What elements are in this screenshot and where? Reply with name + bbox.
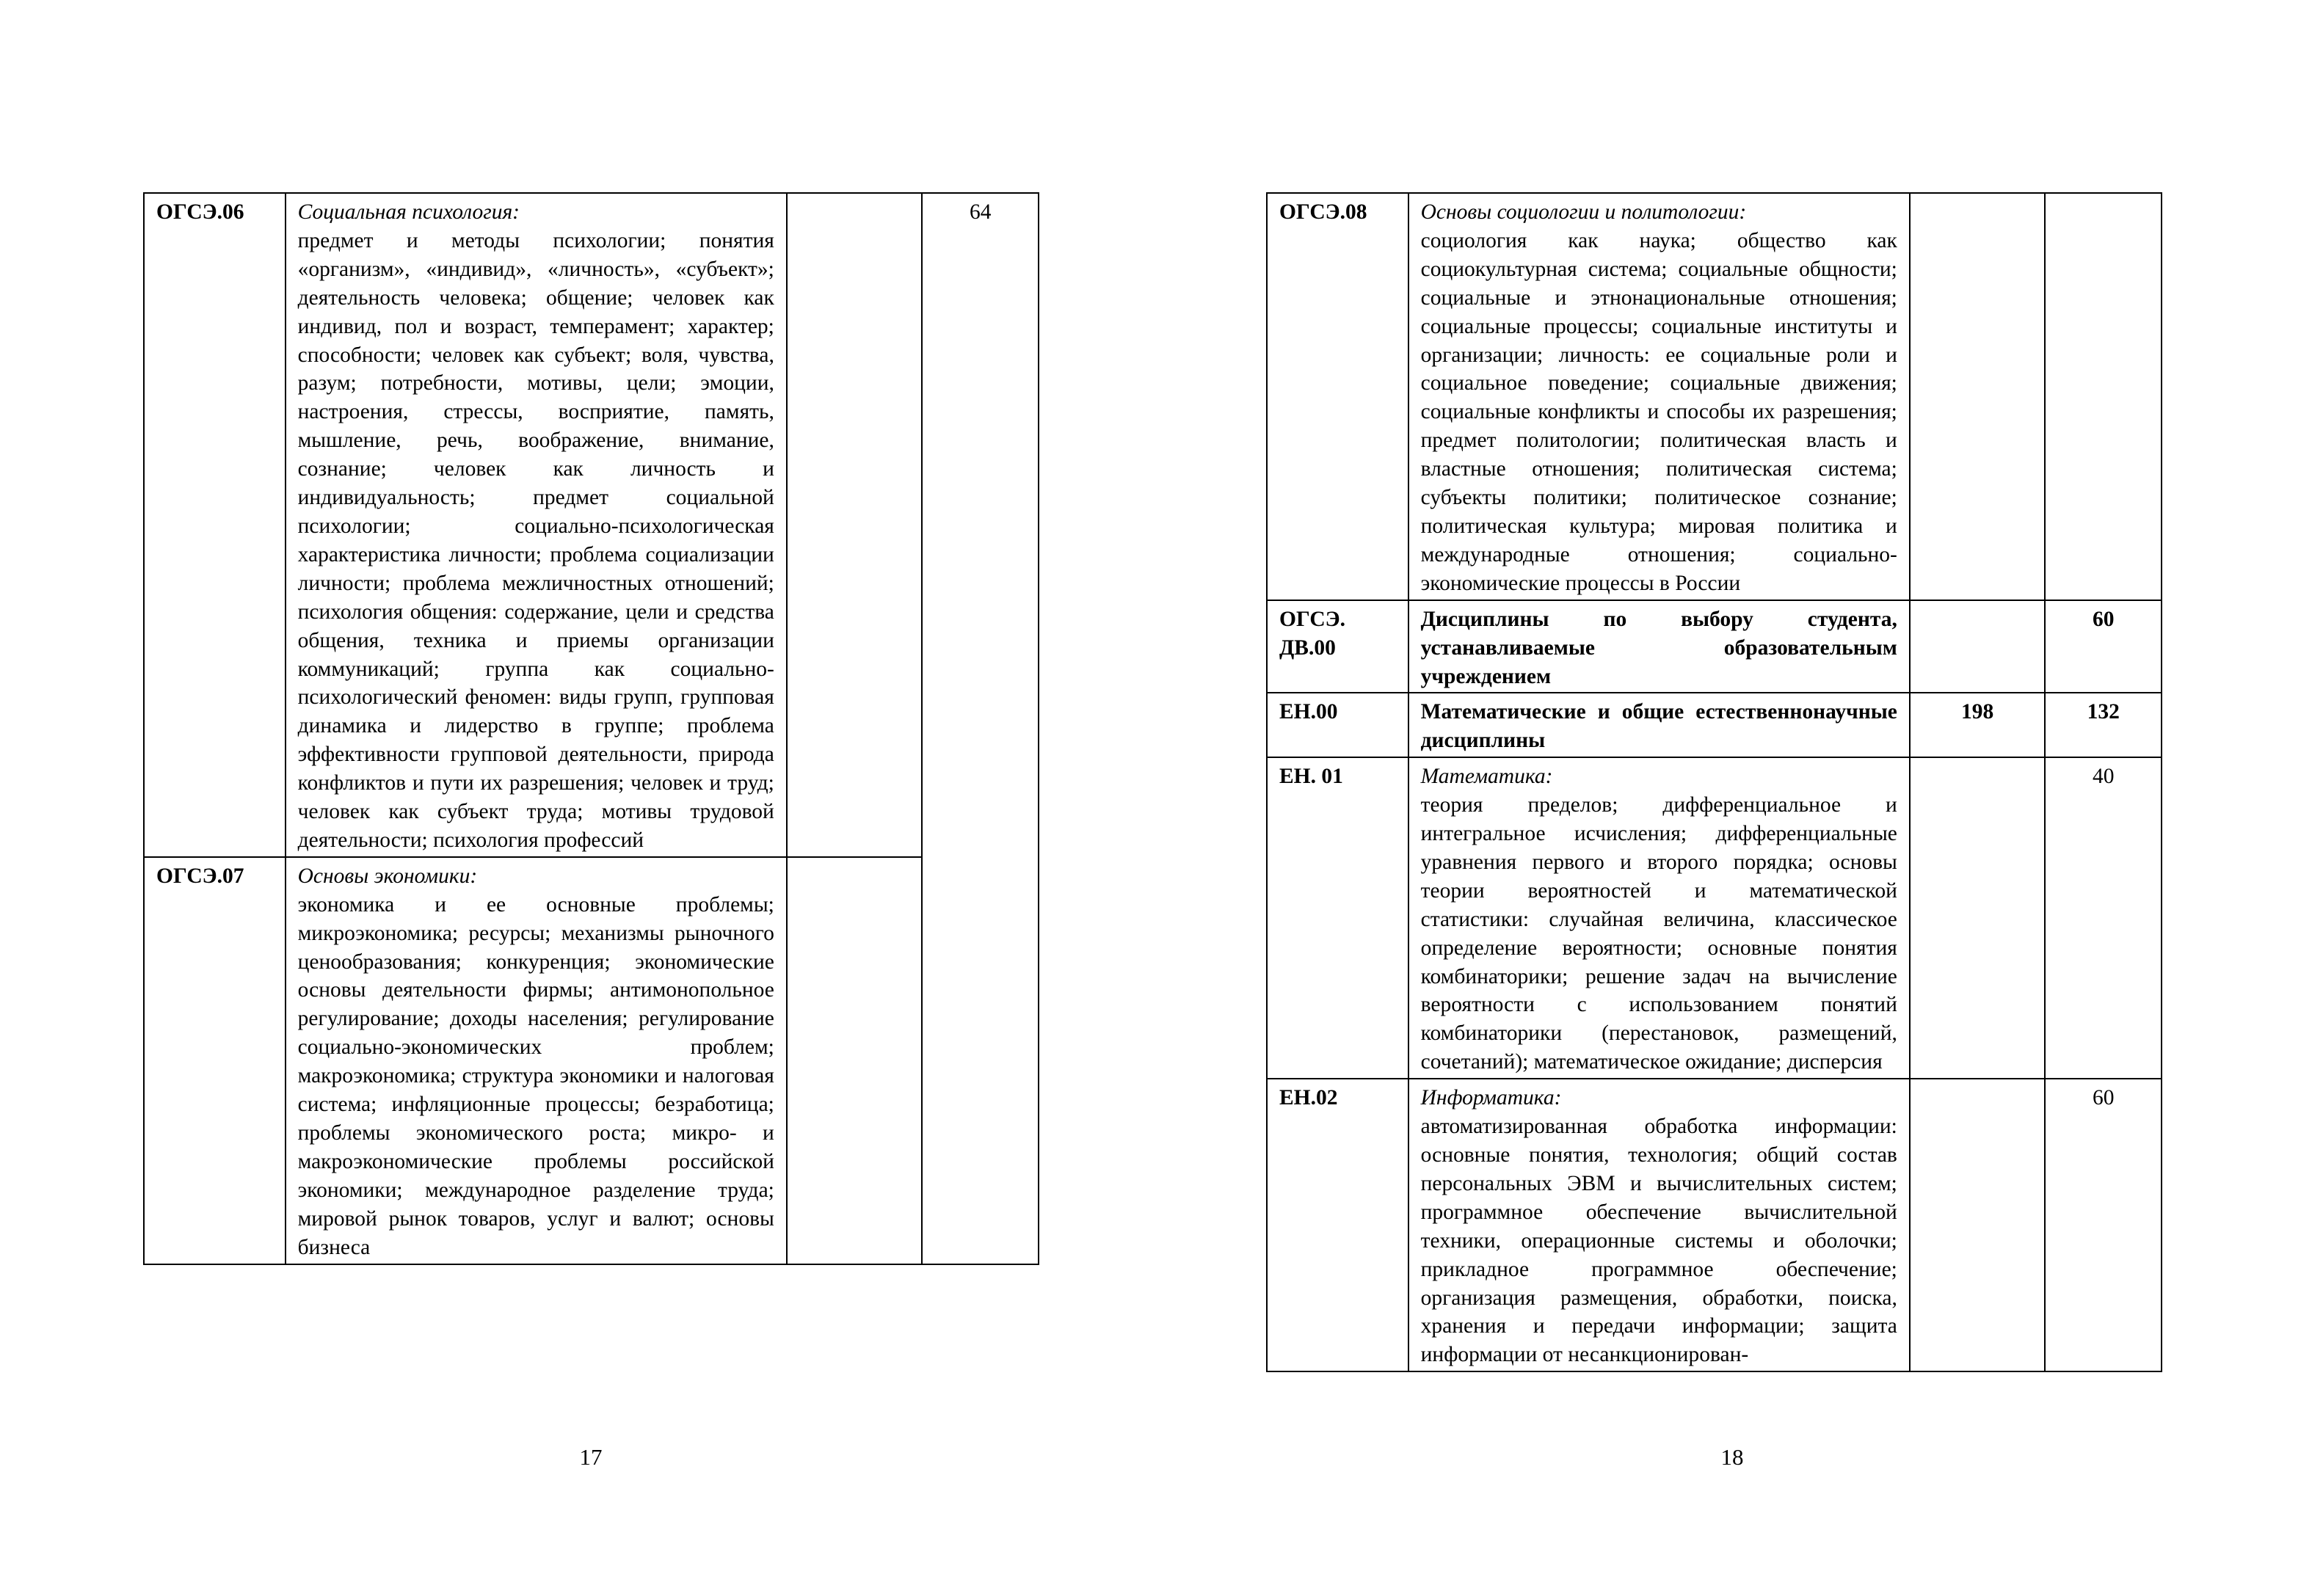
course-title: Информатика: bbox=[1420, 1086, 1562, 1110]
course-description bbox=[1408, 193, 1910, 600]
hours-class: 40 bbox=[2045, 757, 2162, 1079]
page-number: 17 bbox=[579, 1444, 603, 1470]
course-code: ОГСЭ.06 bbox=[144, 193, 286, 857]
hours-total bbox=[787, 193, 923, 857]
course-description bbox=[1408, 1079, 1910, 1371]
hours-total: 198 bbox=[1910, 693, 2046, 757]
course-code: ЕН. 01 bbox=[1267, 757, 1408, 1079]
page-number: 18 bbox=[1720, 1444, 1744, 1470]
hours-total bbox=[787, 857, 923, 1264]
table-row bbox=[1267, 193, 2162, 600]
course-description bbox=[286, 857, 787, 1264]
course-title: Математика: bbox=[1420, 765, 1553, 789]
course-body: экономика и ее основные проблемы; микроэкономика; ресурсы; механизмы рыночного ценообразования; конкуренция; экономические основы деятельности фирмы; антимонопольное регулирование; доходы населения; регулирование социально-экономических проблем; макроэкономика; структура экономики и налоговая система; инфляционные процессы; безработица; проблемы экономического роста; микро- и макроэкономические проблемы российской экономики; международное разделение труда; мировой рынок товаров, услуг и валют; основы бизнеса bbox=[297, 892, 774, 1259]
hours-total bbox=[1910, 757, 2046, 1079]
course-body: теория пределов; дифференциальное и интегральное исчисления; дифференциальные уравнения первого и второго порядка; основы теории вероятностей и математической статистики: случайная величина, классическое определение вероятности; основные понятия комбинаторики; решение задач на вычисление вероятности с использованием понятий комбинаторики (перестановок, размещений, сочетаний); математическое ожидание; дисперсия bbox=[1420, 793, 1897, 1074]
hours-total bbox=[1910, 1079, 2046, 1371]
table-row bbox=[1267, 693, 2162, 757]
course-description bbox=[1408, 600, 1910, 693]
hours-class bbox=[2045, 193, 2162, 600]
course-body: социология как наука; общество как социокультурная система; социальные общности; социальные и этнонациональные отношения; социальные процессы; социальные институты и организации; личность: ее социальные роли и социальное поведение; социальные движения; социальные конфликты и способы их разрешения; предмет политологии; политическая власть и властные отношения; политическая система; субъекты политики; политическое сознание; политическая культура; мировая политика и международные отношения; социально-экономические процессы в России bbox=[1420, 228, 1897, 595]
hours-class: 60 bbox=[2045, 1079, 2162, 1371]
course-code: ЕН.02 bbox=[1267, 1079, 1408, 1371]
group-title: Дисциплины по выбору студента, устанавливаемые образовательным учреждением bbox=[1420, 607, 1897, 688]
course-code: ОГСЭ.08 bbox=[1267, 193, 1408, 600]
table-row bbox=[1267, 757, 2162, 1079]
course-code: ЕН.00 bbox=[1267, 693, 1408, 757]
table-row bbox=[1267, 600, 2162, 693]
course-code: ОГСЭ. ДВ.00 bbox=[1267, 600, 1408, 693]
table-row bbox=[144, 857, 1039, 1264]
course-description bbox=[1408, 693, 1910, 757]
curriculum-table-left bbox=[143, 192, 1039, 1265]
hours-class: 64 bbox=[922, 193, 1039, 1264]
group-title: Математические и общие естественнонаучные дисциплины bbox=[1420, 700, 1897, 753]
course-description bbox=[286, 193, 787, 857]
course-title: Основы экономики: bbox=[297, 864, 478, 888]
course-title: Основы социологии и политологии: bbox=[1420, 200, 1747, 224]
course-title: Социальная психология: bbox=[297, 200, 520, 224]
hours-class: 132 bbox=[2045, 693, 2162, 757]
hours-class: 60 bbox=[2045, 600, 2162, 693]
hours-total bbox=[1910, 193, 2046, 600]
table-row bbox=[1267, 1079, 2162, 1371]
course-code: ОГСЭ.07 bbox=[144, 857, 286, 1264]
course-body: предмет и методы психологии; понятия «организм», «индивид», «личность», «субъект»; деятельность человека; общение; человек как индивид, пол и возраст, темперамент; характер; способности; человек как субъект; воля, чувства, разум; потребности, мотивы, цели; эмоции, настроения, стрессы, восприятие, память, мышление, речь, воображение, внимание, сознание; человек как личность и индивидуальность; предмет социальной психологии; социально-психологическая характеристика личности; проблема социализации личности; проблема межличностных отношений; психология общения: содержание, цели и средства общения, техника и приемы организации коммуникаций; группа как социально-психологический феномен: виды групп, групповая динамика и лидерство в группе; проблема эффективности групповой деятельности, природа конфликтов и пути их разрешения; человек и труд; человек как субъект труда; мотивы трудовой деятельности; психология профессий bbox=[297, 228, 774, 852]
hours-total bbox=[1910, 600, 2046, 693]
page-right bbox=[1156, 0, 2312, 1596]
table-row bbox=[144, 193, 1039, 857]
course-body: автоматизированная обработка информации: основные понятия, технология; общий состав персональных ЭВМ и вычислительных систем; программное обеспечение вычислительной техники, операционные системы и оболочки; прикладное программное обеспечение; организация размещения, обработки, поиска, хранения и передачи информации; защита информации от несанкционирован- bbox=[1420, 1115, 1897, 1367]
curriculum-table-right bbox=[1266, 192, 2162, 1372]
course-description bbox=[1408, 757, 1910, 1079]
